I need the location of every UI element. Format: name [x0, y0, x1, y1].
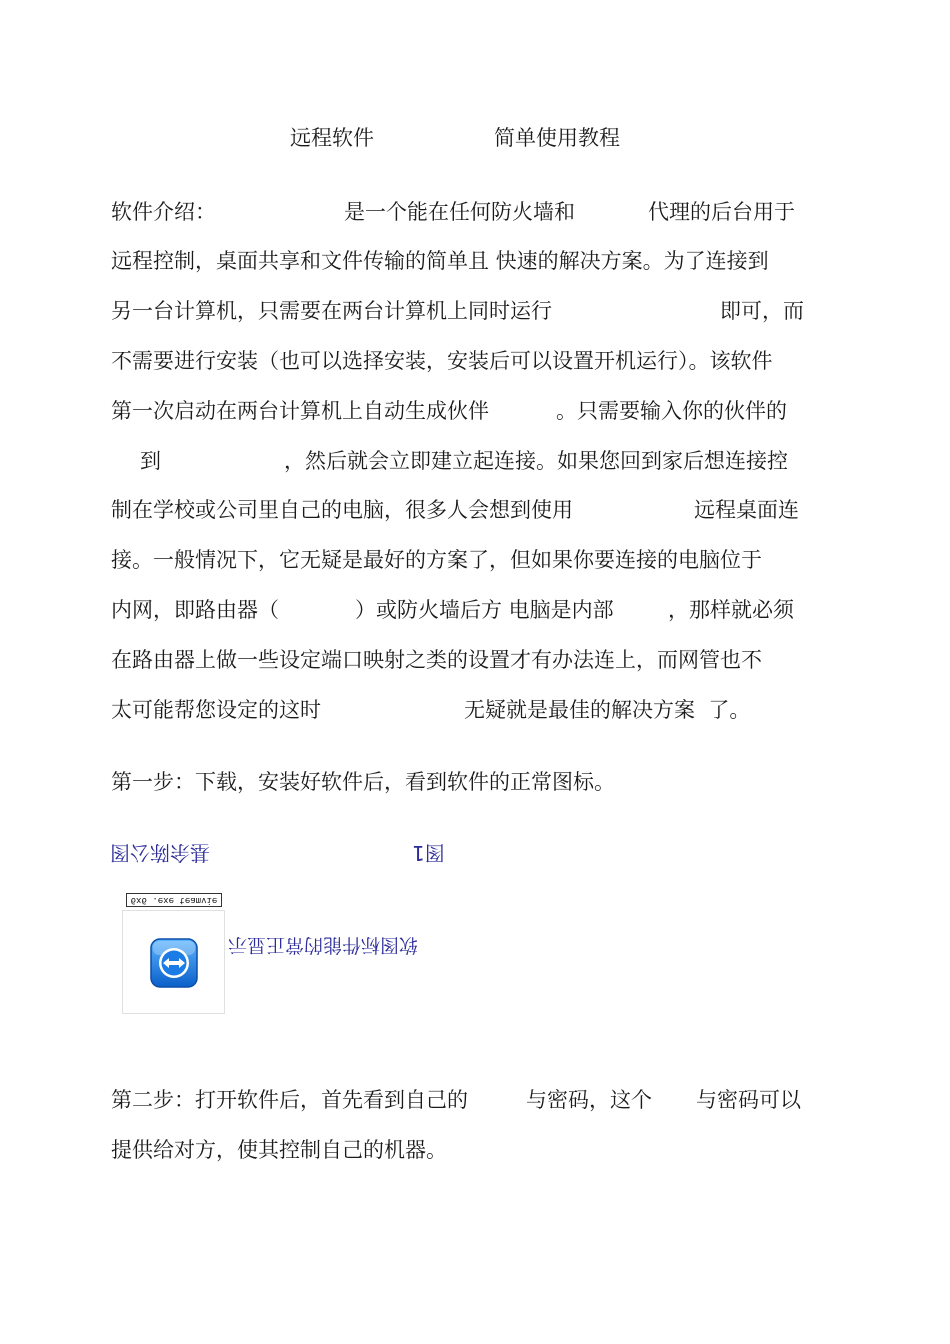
- para1-line1-a: 软件介绍：: [111, 200, 216, 224]
- para1-line8: 接。一般情况下，它无疑是最好的方案了，但如果你要连接的电脑位于: [111, 548, 762, 572]
- para1-line5-b: 。只需要输入你的伙伴的: [556, 399, 787, 423]
- mirrored-caption-right: 图1: [412, 841, 445, 865]
- para1-line3-a: 另一台计算机，只需要在两台计算机上同时运行: [111, 299, 552, 323]
- para1-line7-a: 制在学校或公司里自己的电脑，很多人会想到使用: [111, 498, 573, 522]
- para1-line6-b: ，然后就会立即建立起连接。如果您回到家后想连接控: [284, 449, 788, 473]
- para1-line10: 在路由器上做一些设定端口映射之类的设置才有办法连上，而网管也不: [111, 648, 762, 672]
- doc-title-right: 简单使用教程: [494, 126, 620, 150]
- para1-line9-c: ，那样就必须: [668, 598, 794, 622]
- para1-line1-c: 代理的后台用于: [648, 200, 795, 224]
- step2-line1-b: 与密码，这个: [526, 1088, 652, 1112]
- para1-line9-a: 内网，即路由器（: [111, 598, 279, 622]
- doc-title-left: 远程软件: [290, 126, 374, 150]
- step1-text: 第一步：下载，安装好软件后，看到软件的正常图标。: [111, 770, 615, 794]
- step2-line2: 提供给对方，使其控制自己的机器。: [111, 1138, 447, 1162]
- para1-line6-a: 到: [140, 449, 161, 473]
- icon-file-caption: 6x6 .exe teamvie: [126, 893, 222, 907]
- para1-line7-b: 远程桌面连: [694, 498, 799, 522]
- para1-line5-a: 第一次启动在两台计算机上自动生成伙伴: [111, 399, 489, 423]
- para1-line9-b: ）或防火墙后方 电脑是内部: [355, 598, 614, 622]
- teamviewer-icon: [123, 911, 224, 1013]
- para1-line11-a: 太可能帮您设定的这时: [111, 698, 321, 722]
- step2-line1-c: 与密码可以: [696, 1088, 801, 1112]
- software-icon-frame: [122, 910, 225, 1014]
- para1-line2: 远程控制，桌面共享和文件传输的简单且 快速的解决方案。为了连接到: [111, 249, 769, 273]
- step2-line1-a: 第二步：打开软件后，首先看到自己的: [111, 1088, 468, 1112]
- para1-line4: 不需要进行安装（也可以选择安装，安装后可以设置开机运行）。该软件: [111, 349, 773, 373]
- mirrored-caption-left: 基余陈公图: [110, 841, 210, 865]
- para1-line11-b: 无疑就是最佳的解决方案 了。: [464, 698, 751, 722]
- para1-line3-b: 即可，而: [720, 299, 804, 323]
- para1-line1-b: 是一个能在任何防火墙和: [344, 200, 575, 224]
- mirrored-icon-caption: 软图标件能的常正显示: [228, 934, 419, 956]
